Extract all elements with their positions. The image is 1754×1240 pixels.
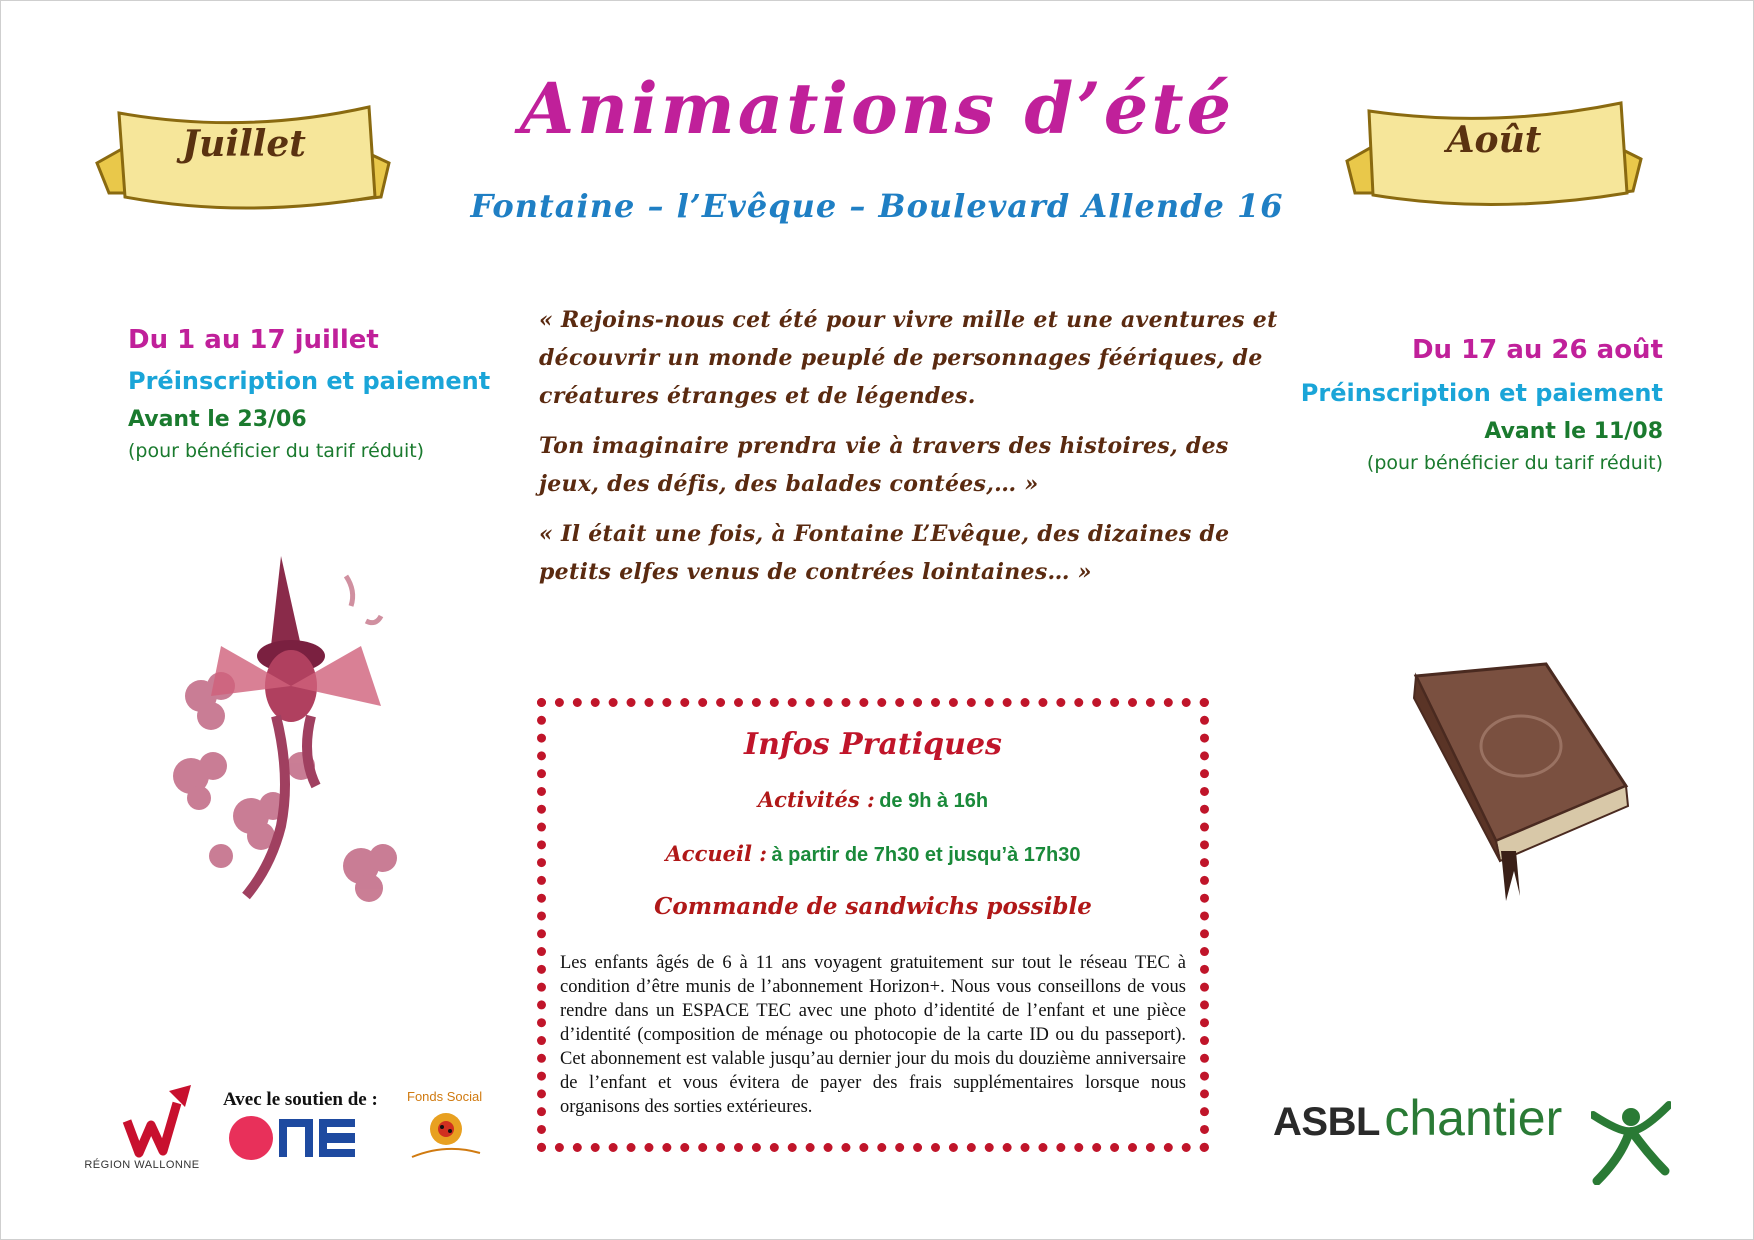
- july-dates: Du 1 au 17 juillet: [128, 325, 379, 355]
- july-note: (pour bénéficier du tarif réduit): [128, 440, 425, 462]
- intro-paragraph: « Il était une fois, à Fontaine L’Evêque, des dizaines de petits elfes venus de contrées lointaines… »: [539, 521, 1230, 585]
- august-dates: Du 17 au 26 août: [1411, 335, 1663, 365]
- activites-label: Activités :: [757, 787, 875, 812]
- fairy-icon: [151, 536, 441, 936]
- july-banner-label: Juillet: [182, 123, 306, 165]
- one-icon: [227, 1113, 359, 1163]
- chantier-figure-logo: [1591, 1097, 1671, 1185]
- asbl-chantier-logo: [1273, 1089, 1562, 1147]
- august-deadline: Avant le 11/08: [1484, 419, 1663, 444]
- accueil-value: à partir de 7h30 et jusqu’à 17h30: [771, 844, 1081, 866]
- sandwichs-note: Commande de sandwichs possible: [654, 893, 1092, 920]
- accueil-label: Accueil :: [665, 841, 768, 866]
- page-subtitle: Fontaine – l’Evêque – Boulevard Allende 16: [470, 187, 1284, 225]
- infos-pratiques-box: [537, 698, 1209, 1152]
- asbl-label: ASBL: [1273, 1100, 1380, 1144]
- book-illustration: [1396, 656, 1636, 906]
- region-wallonne-icon: [119, 1081, 199, 1161]
- august-note: (pour bénéficier du tarif réduit): [1366, 452, 1663, 474]
- intro-paragraph: « Rejoins-nous cet été pour vivre mille et une aventures et découvrir un monde peuplé de personnages féériques, de créatures étranges et de légendes.: [539, 307, 1278, 409]
- fairy-illustration: [151, 536, 441, 936]
- fonds-social-label: Fonds Social: [407, 1089, 483, 1104]
- intro-paragraph: Ton imaginaire prendra vie à travers des histoires, des jeux, des défis, des balades contées,… »: [539, 433, 1229, 497]
- july-preinscription: Préinscription et paiement: [128, 367, 491, 395]
- august-preinscription: Préinscription et paiement: [1300, 379, 1663, 407]
- intro-text: [539, 301, 1279, 603]
- ladybug-icon: [406, 1107, 486, 1163]
- activites-row: [546, 787, 1200, 813]
- region-wallonne-logo: [119, 1081, 199, 1161]
- fonds-social-logo: [406, 1107, 486, 1163]
- infos-title: Infos Pratiques: [744, 727, 1002, 762]
- tec-paragraph: Les enfants âgés de 6 à 11 ans voyagent gratuitement sur tout le réseau TEC à condition d’être munis de l’abonnement Horizon+. Nous vous conseillons de vous rendre dans un ESPACE TEC avec une photo d’identité de l’enfant et une pièce d’identité (composition de ménage ou photocopie de la carte ID ou du passeport). Cet abonnement est valable jusqu’au dernier jour du mois du douzième anniversaire de l’enfant et vous évitera de payer des frais supplémentaires lorsque nous organisons des sorties extérieures.: [560, 953, 1186, 1117]
- activites-value: de 9h à 16h: [879, 790, 989, 812]
- july-deadline: Avant le 23/06: [128, 407, 307, 432]
- one-logo: [227, 1113, 359, 1163]
- july-info: [128, 325, 490, 462]
- accueil-row: [546, 841, 1200, 867]
- region-wallonne-label: RÉGION WALLONNE: [84, 1159, 200, 1171]
- page-title: Animations d’été: [519, 67, 1235, 150]
- person-figure-icon: [1591, 1097, 1671, 1185]
- august-banner-label: Août: [1446, 119, 1542, 161]
- book-icon: [1396, 656, 1636, 906]
- august-info: [1301, 335, 1663, 474]
- chantier-label: chantier: [1384, 1090, 1563, 1146]
- soutien-label: Avec le soutien de :: [223, 1089, 378, 1110]
